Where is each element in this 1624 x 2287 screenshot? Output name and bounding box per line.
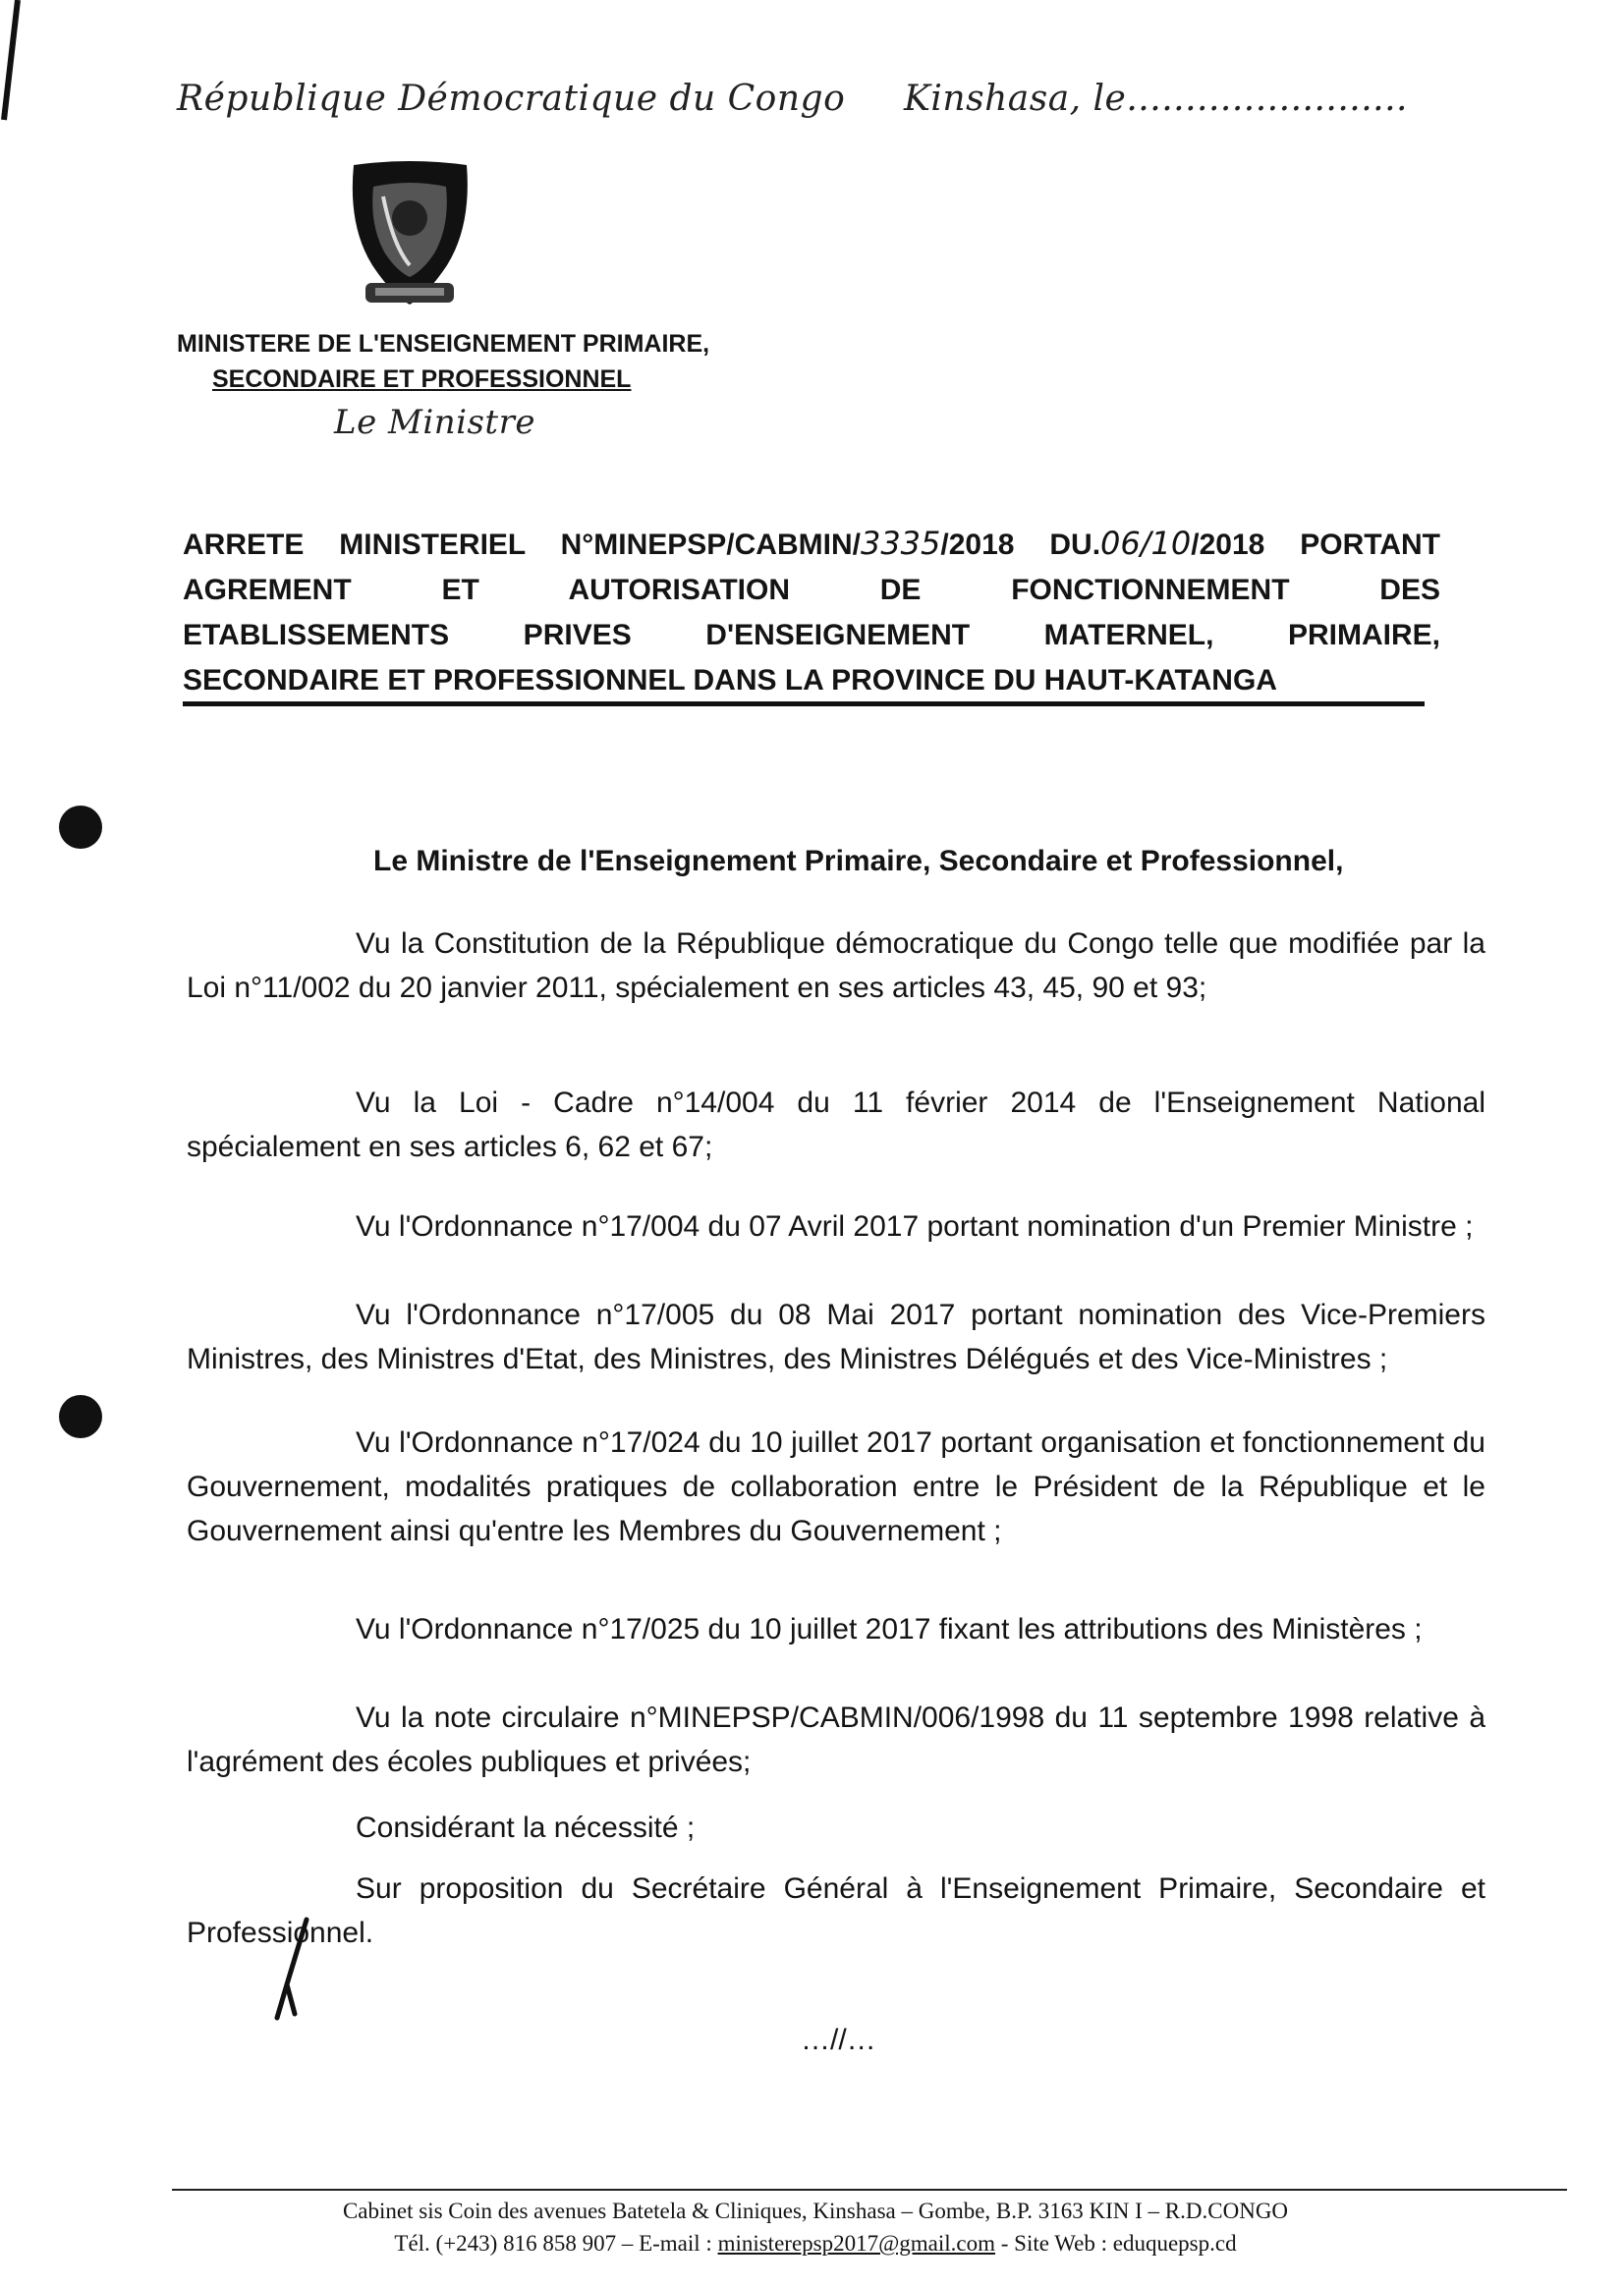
handwritten-initial-mark <box>265 1916 324 2024</box>
handwritten-date: 06/10 <box>1100 525 1192 562</box>
footer-rule <box>172 2189 1567 2191</box>
scan-edge-mark <box>0 0 29 128</box>
paragraph-constitution: Vu la Constitution de la République démocratique du Congo telle que modifiée par la Loi n°11/002 du 20 janvier 2011, spécialement en ses articles 43, 45, 90 et 93; <box>187 927 1485 1004</box>
decree-title-line-1: ARRETE MINISTERIEL N°MINEPSP/CABMIN/3335/2018 DU.06/10/2018 PORTANT <box>183 525 1440 562</box>
minister-script-heading: Le Ministre <box>334 403 535 442</box>
decree-title-line-4: SECONDAIRE ET PROFESSIONNEL DANS LA PROVINCE DU HAUT-KATANGA <box>183 664 1277 697</box>
footer-address: Cabinet sis Coin des avenues Batetela & Cliniques, Kinshasa – Gombe, B.P. 3163 KIN I – R.D.CONGO <box>342 2199 1289 2223</box>
title-underline <box>183 701 1425 706</box>
city-date-line: Kinshasa, le........................ <box>904 79 1408 119</box>
paragraph-ordonnance-004: Vu l'Ordonnance n°17/004 du 07 Avril 2017 portant nomination d'un Premier Ministre ; <box>356 1210 1474 1243</box>
paragraph-considerant: Considérant la nécessité ; <box>356 1812 696 1844</box>
footer-email-link[interactable]: ministerepsp2017@gmail.com <box>717 2231 996 2256</box>
decree-title-line-3: ETABLISSEMENTS PRIVES D'ENSEIGNEMENT MATERNEL, PRIMAIRE, <box>183 619 1440 651</box>
paragraph-proposition: Sur proposition du Secrétaire Général à l'Enseignement Primaire, Secondaire et Professionnel. <box>187 1872 1485 1949</box>
decree-title-line-2: AGREMENT ET AUTORISATION DE FONCTIONNEMENT DES <box>183 574 1440 606</box>
paragraph-note-circulaire: Vu la note circulaire n°MINEPSP/CABMIN/006/1998 du 11 septembre 1998 relative à l'agrément des écoles publiques et privées; <box>187 1701 1485 1778</box>
ministry-line-1: MINISTERE DE L'ENSEIGNEMENT PRIMAIRE, <box>177 330 710 358</box>
handwritten-number: 3335 <box>860 525 941 562</box>
punch-hole-top <box>59 806 102 849</box>
body-heading: Le Ministre de l'Enseignement Primaire, Secondaire et Professionnel, <box>373 845 1344 877</box>
continuation-mark: …//… <box>801 2024 876 2056</box>
paragraph-ordonnance-024: Vu l'Ordonnance n°17/024 du 10 juillet 2017 portant organisation et fonctionnement du Gouvernement, modalités pratiques de collaboration entre le Président de la République et le Gouvernement ainsi qu'entre les Membres du Gouvernement ; <box>187 1426 1485 1547</box>
republic-heading: République Démocratique du Congo <box>177 79 846 119</box>
ministry-line-2: SECONDAIRE ET PROFESSIONNEL <box>212 365 632 393</box>
paragraph-ordonnance-005: Vu l'Ordonnance n°17/005 du 08 Mai 2017 portant nomination des Vice-Premiers Ministres, des Ministres d'Etat, des Ministres, des Ministres Délégués et des Vice-Ministres ; <box>187 1299 1485 1375</box>
coat-of-arms-icon <box>344 157 476 314</box>
paragraph-ordonnance-025: Vu l'Ordonnance n°17/025 du 10 juillet 2017 fixant les attributions des Ministères ; <box>356 1613 1423 1646</box>
footer-contact: Tél. (+243) 816 858 907 – E-mail : ministerepsp2017@gmail.com - Site Web : eduquepsp.cd <box>394 2231 1237 2256</box>
punch-hole-bottom <box>59 1395 102 1438</box>
decree-title <box>183 521 1440 703</box>
paragraph-loi-cadre: Vu la Loi - Cadre n°14/004 du 11 février 2014 de l'Enseignement National spécialement en ses articles 6, 62 et 67; <box>187 1087 1485 1163</box>
